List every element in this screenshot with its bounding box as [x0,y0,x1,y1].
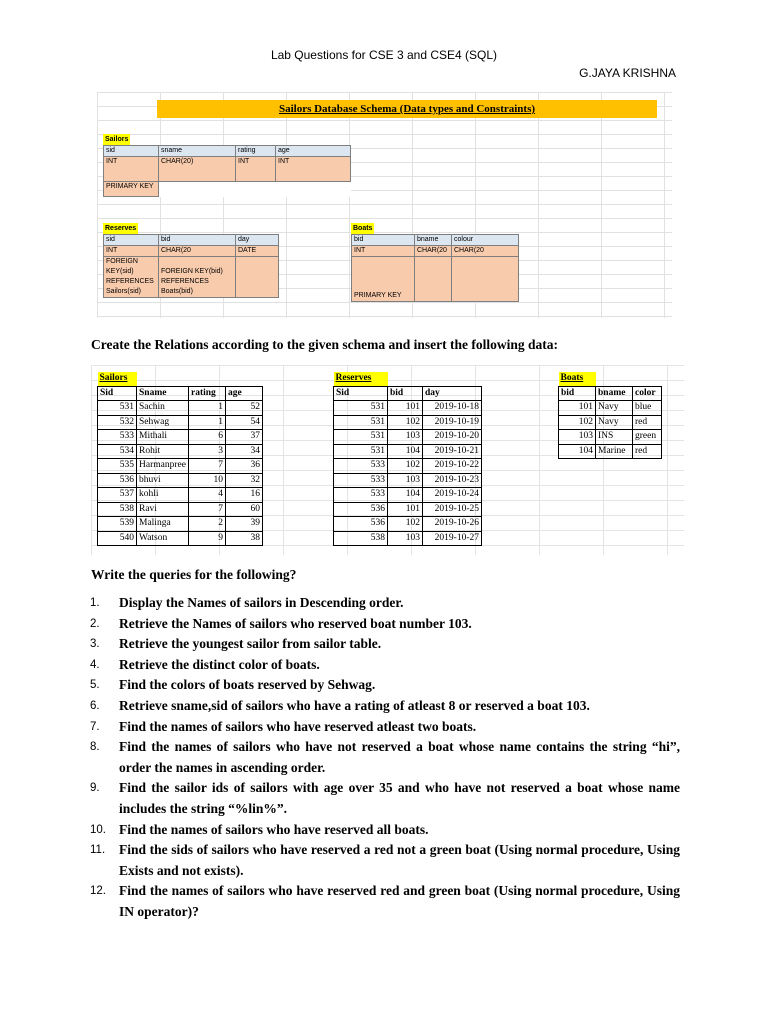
question-item [90,634,680,655]
table-cell: 54 [226,415,263,430]
data-tables-image [91,365,684,555]
question-number: 1. [90,597,100,609]
column-header: day [423,386,482,401]
question-number: 9. [90,782,100,795]
table-title: Reserves [334,372,388,386]
schema-cell [236,257,279,298]
table-cell: Sehwag [137,415,189,430]
schema-cell: INT [104,157,159,182]
table-row [98,502,263,517]
table-row [334,488,482,503]
schema-banner: Sailors Database Schema (Data types and Constraints) [157,100,657,118]
table-cell: 2019-10-20 [423,430,482,445]
table-cell: 7 [189,502,226,517]
table-cell: 531 [334,430,388,445]
question-item [90,696,680,717]
table-cell: 104 [388,488,423,503]
table-cell: 103 [388,531,423,546]
question-text: Find the colors of boats reserved by Sehwag. [119,677,376,693]
table-cell: 16 [226,488,263,503]
table-cell: 2019-10-24 [423,488,482,503]
table-cell: 34 [226,444,263,459]
schema-cell: CHAR(20 [159,246,236,257]
document-title: Lab Questions for CSE 3 and CSE4 (SQL) [270,48,498,62]
table-cell: Mithali [137,430,189,445]
table-cell: 536 [334,517,388,532]
schema-cell: colour [452,235,519,246]
table-cell: INS [596,430,633,445]
table-cell: 39 [226,517,263,532]
table-cell: 533 [334,459,388,474]
table-cell: Sachin [137,401,189,416]
reserves-data-table [333,372,482,546]
table-cell: 9 [189,531,226,546]
question-text: Find the names of sailors who have reserved atleast two boats. [119,718,477,734]
question-item [90,778,680,819]
schema-cell: FOREIGN KEY(sid) REFERENCES Sailors(sid) [104,257,159,298]
schema-image [97,92,672,318]
table-cell: 32 [226,473,263,488]
table-row [334,430,482,445]
table-cell: 2019-10-22 [423,459,482,474]
table-cell: 7 [189,459,226,474]
table-row [559,401,662,416]
table-cell: Navy [596,401,633,416]
table-cell: 103 [388,473,423,488]
table-cell: 102 [388,517,423,532]
table-row [98,415,263,430]
schema-cell: INT [276,157,351,182]
table-cell: 533 [334,488,388,503]
question-number: 6. [90,699,100,712]
questions-heading: Write the queries for the following? [91,567,297,582]
table-row [334,531,482,546]
schema-cell [415,257,452,302]
question-text: Display the Names of sailors in Descending order. [119,595,404,610]
table-cell: blue [633,401,662,416]
schema-cell: INT [236,157,276,182]
table-cell: 38 [226,531,263,546]
table-cell: 3 [189,444,226,459]
table-cell: red [633,415,662,430]
table-cell: 101 [388,401,423,416]
table-row [334,401,482,416]
table-row [334,459,482,474]
question-item [90,840,680,881]
schema-cell: day [236,235,279,246]
table-cell: 533 [334,473,388,488]
schema-cell: sid [104,235,159,246]
schema-cell: age [276,146,351,157]
table-cell: 2019-10-27 [423,531,482,546]
table-cell: 1 [189,401,226,416]
table-cell: 36 [226,459,263,474]
table-title: Boats [559,372,596,386]
table-cell: 102 [388,459,423,474]
schema-sailors-title: Sailors [105,136,129,143]
author-name: G.JAYA KRISHNA [579,66,676,80]
table-cell: Ravi [137,502,189,517]
schema-reserves-title: Reserves [105,225,137,232]
question-item [90,675,680,696]
table-cell: 534 [98,444,137,459]
table-cell: 536 [334,502,388,517]
table-cell: green [633,430,662,445]
question-item [90,655,680,676]
question-text: Find the names of sailors who have reserved red and green boat (Using normal procedure, Using IN operator)? [119,883,680,919]
schema-cell: sname [159,146,236,157]
table-row [334,502,482,517]
column-header: Sname [137,386,189,401]
schema-cell: INT [104,246,159,257]
table-cell: 60 [226,502,263,517]
table-cell: 2 [189,517,226,532]
table-cell: Malinga [137,517,189,532]
table-cell: 2019-10-26 [423,517,482,532]
table-cell: 538 [98,502,137,517]
table-cell: 102 [388,415,423,430]
column-header: bname [596,386,633,401]
table-row [98,430,263,445]
table-row [334,517,482,532]
question-number: 8. [90,741,100,754]
table-cell: 532 [98,415,137,430]
question-text: Find the names of sailors who have reserved all boats. [119,821,429,837]
table-row [559,444,662,459]
table-row [334,473,482,488]
table-cell: red [633,444,662,459]
instruction-text: Create the Relations according to the given schema and insert the following data: [91,337,558,352]
schema-sailors-table [103,145,351,197]
schema-cell: bname [415,235,452,246]
table-cell: 1 [189,415,226,430]
table-cell: Watson [137,531,189,546]
table-cell: 537 [98,488,137,503]
schema-cell: CHAR(20 [415,246,452,257]
table-cell: 2019-10-25 [423,502,482,517]
question-number: 5. [90,679,100,692]
question-number: 7. [90,720,100,733]
schema-cell: CHAR(20 [452,246,519,257]
table-cell: 6 [189,430,226,445]
table-row [98,531,263,546]
table-cell: 536 [98,473,137,488]
table-row [334,444,482,459]
table-cell: 52 [226,401,263,416]
table-cell: Navy [596,415,633,430]
table-row [98,444,263,459]
question-item [90,593,680,614]
question-number: 2. [90,617,100,630]
table-row [98,488,263,503]
question-text: Retrieve the Names of sailors who reserved boat number 103. [119,615,472,631]
table-row [559,415,662,430]
table-cell: Rohit [137,444,189,459]
boats-data-table [558,372,662,459]
question-number: 12. [90,885,106,898]
schema-cell: bid [159,235,236,246]
schema-boats-title: Boats [353,225,373,232]
table-cell: 540 [98,531,137,546]
table-cell: 103 [388,430,423,445]
question-item [90,737,680,778]
table-cell: 102 [559,415,596,430]
question-number: 4. [90,658,100,671]
table-title: Sailors [98,372,137,386]
schema-cell: bid [352,235,415,246]
schema-reserves-table [103,234,279,298]
table-row [98,517,263,532]
sailors-data-table [97,372,263,546]
question-text: Find the sailor ids of sailors with age over 35 and who have not reserved a boat whose name includes the string “%lin%”. [119,780,680,816]
question-text: Find the names of sailors who have not reserved a boat whose name contains the string “hi”, order the names in ascending order. [119,739,680,775]
schema-boats-table [351,234,519,302]
table-cell: 4 [189,488,226,503]
table-row [98,401,263,416]
table-cell: kohli [137,488,189,503]
schema-cell: DATE [236,246,279,257]
table-cell: 535 [98,459,137,474]
table-row [559,430,662,445]
column-header: bid [388,386,423,401]
question-number: 10. [90,823,106,836]
schema-cell: FOREIGN KEY(bid) REFERENCES Boats(bid) [159,257,236,298]
schema-cell: PRIMARY KEY [352,257,415,302]
column-header: Sid [334,386,388,401]
column-header: bid [559,386,596,401]
table-row [334,415,482,430]
question-item [90,881,680,922]
schema-cell: CHAR(20) [159,157,236,182]
schema-cell: sid [104,146,159,157]
table-row [98,459,263,474]
column-header: rating [189,386,226,401]
table-cell: 101 [388,502,423,517]
table-cell: 2019-10-21 [423,444,482,459]
schema-cell: rating [236,146,276,157]
column-header: age [226,386,263,401]
table-cell: 2019-10-23 [423,473,482,488]
table-cell: 103 [559,430,596,445]
table-cell: 37 [226,430,263,445]
schema-cell [452,257,519,302]
table-row [98,473,263,488]
table-cell: Marine [596,444,633,459]
schema-cell: INT [352,246,415,257]
table-cell: 531 [334,415,388,430]
table-cell: 539 [98,517,137,532]
question-item [90,614,680,635]
table-cell: bhuvi [137,473,189,488]
question-text: Retrieve the youngest sailor from sailor table. [119,636,382,652]
table-cell: 2019-10-18 [423,401,482,416]
question-text: Find the sids of sailors who have reserved a red not a green boat (Using normal procedure, Using Exists and not exists). [119,842,680,878]
table-cell: 538 [334,531,388,546]
table-cell: 531 [334,444,388,459]
table-cell: 531 [334,401,388,416]
questions-list [90,593,680,923]
question-text: Retrieve the distinct color of boats. [119,656,320,672]
question-number: 3. [90,638,100,651]
column-header: color [633,386,662,401]
table-cell: 10 [189,473,226,488]
table-cell: Harmanpree [137,459,189,474]
question-item [90,717,680,738]
schema-cell: PRIMARY KEY [104,182,159,197]
question-item [90,820,680,841]
table-cell: 104 [388,444,423,459]
table-cell: 101 [559,401,596,416]
question-text: Retrieve sname,sid of sailors who have a rating of atleast 8 or reserved a boat 103. [119,697,590,713]
question-number: 11. [90,844,106,857]
table-cell: 531 [98,401,137,416]
table-cell: 2019-10-19 [423,415,482,430]
table-cell: 104 [559,444,596,459]
column-header: Sid [98,386,137,401]
table-cell: 533 [98,430,137,445]
